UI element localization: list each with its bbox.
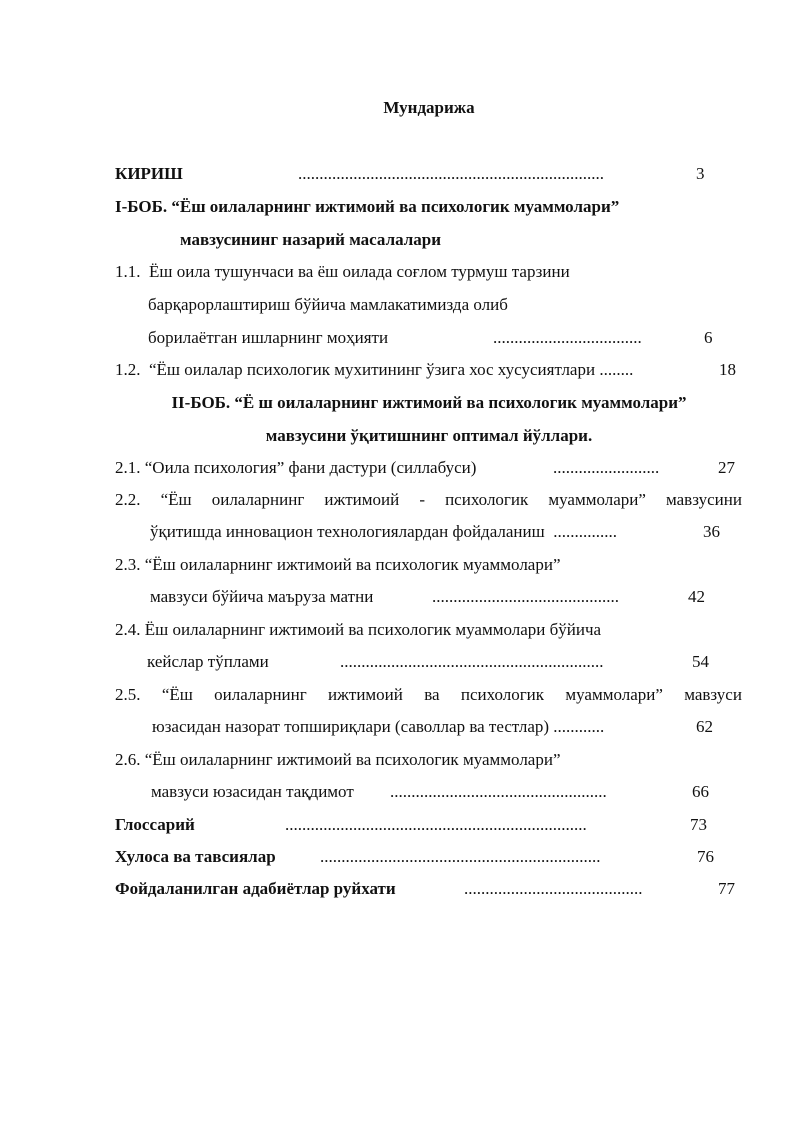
toc-glossary-label: Глоссарий	[115, 815, 195, 834]
toc-section-2-4-line2: кейслар тўплами	[147, 652, 269, 671]
toc-section-1-1-line3: борилаётган ишларнинг моҳияти	[148, 328, 389, 347]
toc-word: 2.5.	[115, 685, 141, 704]
toc-conclusion-label: Хулоса ва тавсиялар	[115, 847, 276, 866]
toc-section-1-1-dots: ...................................	[493, 328, 642, 347]
toc-chapter2-title: II-БОБ. “Ё ш оилаларнинг ижтимоий ва психологик муаммолари”	[171, 393, 687, 412]
toc-intro-label: КИРИШ	[115, 164, 183, 183]
toc-glossary-dots: .......................................................................	[285, 815, 587, 834]
toc-section-2-3-line2: мавзуси бўйича маъруза матни	[150, 587, 374, 606]
toc-word: ва	[424, 685, 440, 704]
toc-section-1-2-page: 18	[719, 360, 736, 379]
toc-references-label: Фойдаланилган адабиётлар руйхати	[115, 879, 396, 898]
toc-references-dots: ..........................................	[464, 879, 643, 898]
toc-glossary-page: 73	[690, 815, 707, 834]
toc-section-2-5-page: 62	[696, 717, 713, 736]
toc-intro-dots: ........................................................................	[298, 164, 604, 183]
toc-title: Мундарижа	[383, 98, 475, 117]
toc-word: мавзусини	[666, 490, 742, 509]
toc-section-2-5-line1	[115, 684, 742, 706]
toc-word: -	[419, 490, 425, 509]
toc-word: 2.2.	[115, 490, 141, 509]
toc-section-2-3-line1: 2.3. “Ёш оилаларнинг ижтимоий ва психологик муаммолари”	[115, 555, 561, 574]
toc-section-2-1-text: 2.1. “Оила психология” фани дастури (силлабуси)	[115, 458, 477, 477]
toc-word: муаммолари”	[565, 685, 663, 704]
toc-section-2-1-dots: .........................	[553, 458, 660, 477]
toc-word: оилаларнинг	[211, 490, 305, 509]
toc-word: психологик	[445, 490, 529, 509]
toc-section-2-2-page: 36	[703, 522, 720, 541]
toc-section-1-1-line1: 1.1. Ёш оила тушунчаси ва ёш оилада соғлом турмуш тарзини	[115, 262, 570, 281]
toc-word: муаммолари”	[548, 490, 646, 509]
toc-section-2-6-page: 66	[692, 782, 709, 801]
toc-conclusion-page: 76	[697, 847, 714, 866]
toc-chapter1-subtitle: мавзусининг назарий масалалари	[180, 230, 442, 249]
toc-word: мавзуси	[684, 685, 742, 704]
toc-chapter2-subtitle: мавзусини ўқитишнинг оптимал йўллари.	[265, 426, 593, 445]
toc-section-1-1-page: 6	[704, 328, 713, 347]
toc-word: психологик	[460, 685, 545, 704]
toc-section-2-6-line2: мавзуси юзасидан тақдимот	[151, 782, 354, 801]
toc-section-2-3-page: 42	[688, 587, 705, 606]
toc-section-2-5-line2: юзасидан назорат топшириқлари (саволлар ва тестлар) ............	[152, 717, 605, 736]
toc-word: ижтимоий	[328, 685, 403, 704]
toc-word: “Ёш	[161, 685, 193, 704]
toc-section-2-3-dots: ............................................	[432, 587, 619, 606]
toc-section-2-2-line2: ўқитишда инновацион технологиялардан фойдаланиш ...............	[150, 522, 617, 541]
toc-intro-page: 3	[696, 164, 705, 183]
toc-section-2-4-line1: 2.4. Ёш оилаларнинг ижтимоий ва психологик муаммолари бўйича	[115, 620, 602, 639]
toc-section-1-1-line2: барқарорлаштириш бўйича мамлакатимизда олиб	[148, 295, 508, 314]
toc-word: оилаларнинг	[214, 685, 307, 704]
toc-section-2-1-page: 27	[718, 458, 735, 477]
toc-section-2-2-line1	[115, 489, 742, 511]
toc-word: ижтимоий	[324, 490, 400, 509]
toc-references-page: 77	[718, 879, 735, 898]
toc-chapter1-title: I-БОБ. “Ёш оилаларнинг ижтимоий ва психологик муаммолари”	[115, 197, 620, 216]
toc-word: “Ёш	[160, 490, 192, 509]
toc-section-2-6-dots: ...................................................	[390, 782, 607, 801]
toc-section-1-2-text: 1.2. “Ёш оилалар психологик мухитининг ўзига хос хусусиятлари ........	[115, 360, 634, 379]
toc-section-2-4-dots: ..............................................................	[340, 652, 604, 671]
toc-conclusion-dots: ..................................................................	[320, 847, 601, 866]
toc-section-2-4-page: 54	[692, 652, 709, 671]
toc-section-2-6-line1: 2.6. “Ёш оилаларнинг ижтимоий ва психологик муаммолари”	[115, 750, 561, 769]
